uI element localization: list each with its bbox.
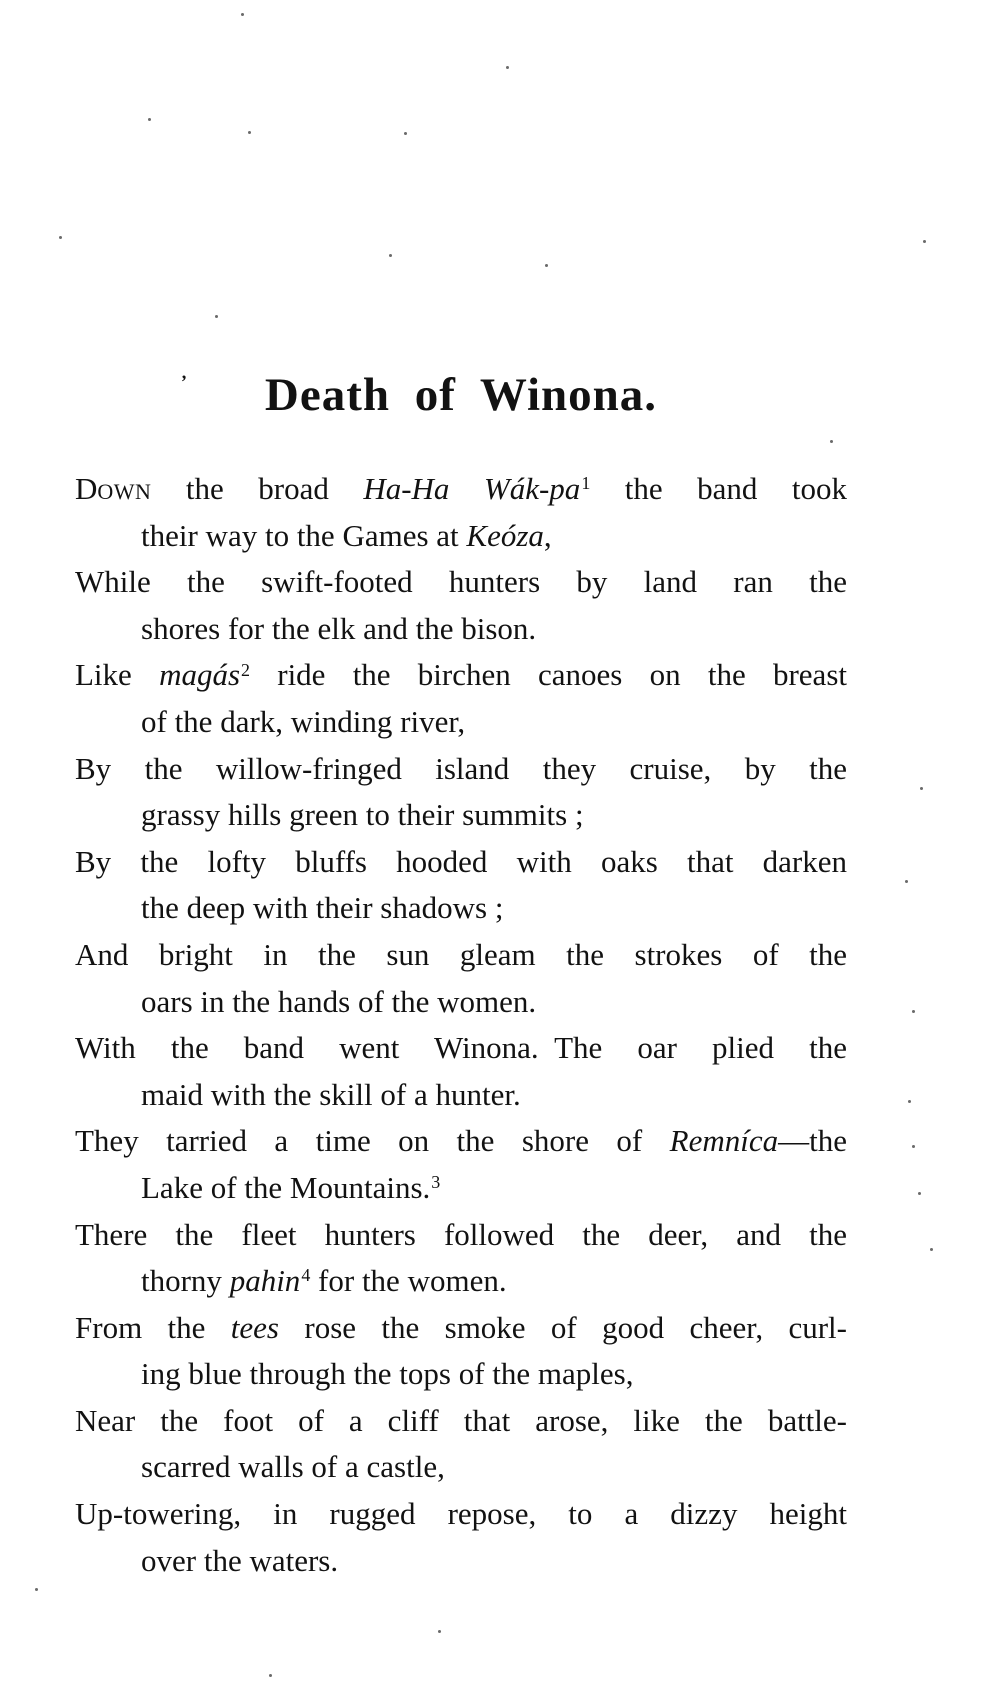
verse-line-continuation: their way to the Games at Keóza, xyxy=(141,517,552,553)
verse-line: Near the foot of a cliff that arose, like the battle- xyxy=(75,1402,847,1438)
scan-speckle xyxy=(830,440,833,443)
verse-line: With the band went Winona. The oar plied the xyxy=(75,1030,847,1066)
verse-line: By the willow-fringed island they cruise, by the xyxy=(75,750,847,786)
scan-speckle xyxy=(918,1192,921,1195)
verse-line-continuation: of the dark, winding river, xyxy=(141,703,466,739)
scan-speckle xyxy=(241,13,244,16)
verse-line-continuation: shores for the elk and the bison. xyxy=(141,610,537,646)
scan-speckle xyxy=(404,132,407,135)
verse-line-continuation: over the waters. xyxy=(141,1542,339,1578)
scan-speckle xyxy=(248,131,251,134)
verse-line: They tarried a time on the shore of Remníca—the xyxy=(75,1123,847,1159)
scan-speckle xyxy=(389,254,392,257)
scan-speckle xyxy=(148,118,151,121)
verse-line-continuation: scarred walls of a castle, xyxy=(141,1449,445,1485)
scan-speckle xyxy=(269,1674,272,1677)
verse-line-continuation: Lake of the Mountains.$^3$ xyxy=(141,1169,441,1205)
verse-line-continuation: ing blue through the tops of the maples, xyxy=(141,1356,634,1392)
scan-speckle xyxy=(930,1248,933,1251)
scan-speckle xyxy=(912,1145,915,1148)
verse-line: Like magás$^2$ ride the birchen canoes on the breast xyxy=(75,657,847,693)
verse-line-continuation: thorny pahin$^4$ for the women. xyxy=(141,1263,507,1299)
page-title: Death of Winona. xyxy=(264,369,658,421)
verse-line: By the lofty bluffs hooded with oaks that darken xyxy=(75,843,847,879)
scan-speckle xyxy=(438,1630,441,1633)
verse-line: While the swift-footed hunters by land ran the xyxy=(75,564,847,600)
scan-speckle xyxy=(912,1010,915,1013)
verse-line-continuation: the deep with their shadows ; xyxy=(141,890,504,926)
poem xyxy=(75,466,847,1584)
scan-speckle xyxy=(215,315,218,318)
scan-speckle xyxy=(506,66,509,69)
verse-line-continuation: grassy hills green to their summits ; xyxy=(141,797,584,833)
verse-line: And bright in the sun gleam the strokes of the xyxy=(75,936,847,972)
scan-speckle xyxy=(35,1588,38,1591)
scan-speckle xyxy=(59,236,62,239)
scan-speckle xyxy=(920,787,923,790)
scan-speckle xyxy=(545,264,548,267)
scan-speckle xyxy=(908,1100,911,1103)
verse-line: Down the broad Ha-Ha Wák-$pa^1$ the band took xyxy=(75,471,847,506)
scan-speckle xyxy=(923,240,926,243)
verse-line: There the fleet hunters followed the deer, and the xyxy=(75,1216,847,1252)
verse-line-continuation: oars in the hands of the women. xyxy=(141,983,537,1019)
verse-line: Up-towering, in rugged repose, to a dizzy height xyxy=(75,1496,847,1532)
verse-line-continuation: maid with the skill of a hunter. xyxy=(141,1076,521,1112)
ink-mark: ʼ xyxy=(180,372,187,393)
scan-speckle xyxy=(905,880,908,883)
verse-line: From the tees rose the smoke of good cheer, curl- xyxy=(75,1309,847,1345)
